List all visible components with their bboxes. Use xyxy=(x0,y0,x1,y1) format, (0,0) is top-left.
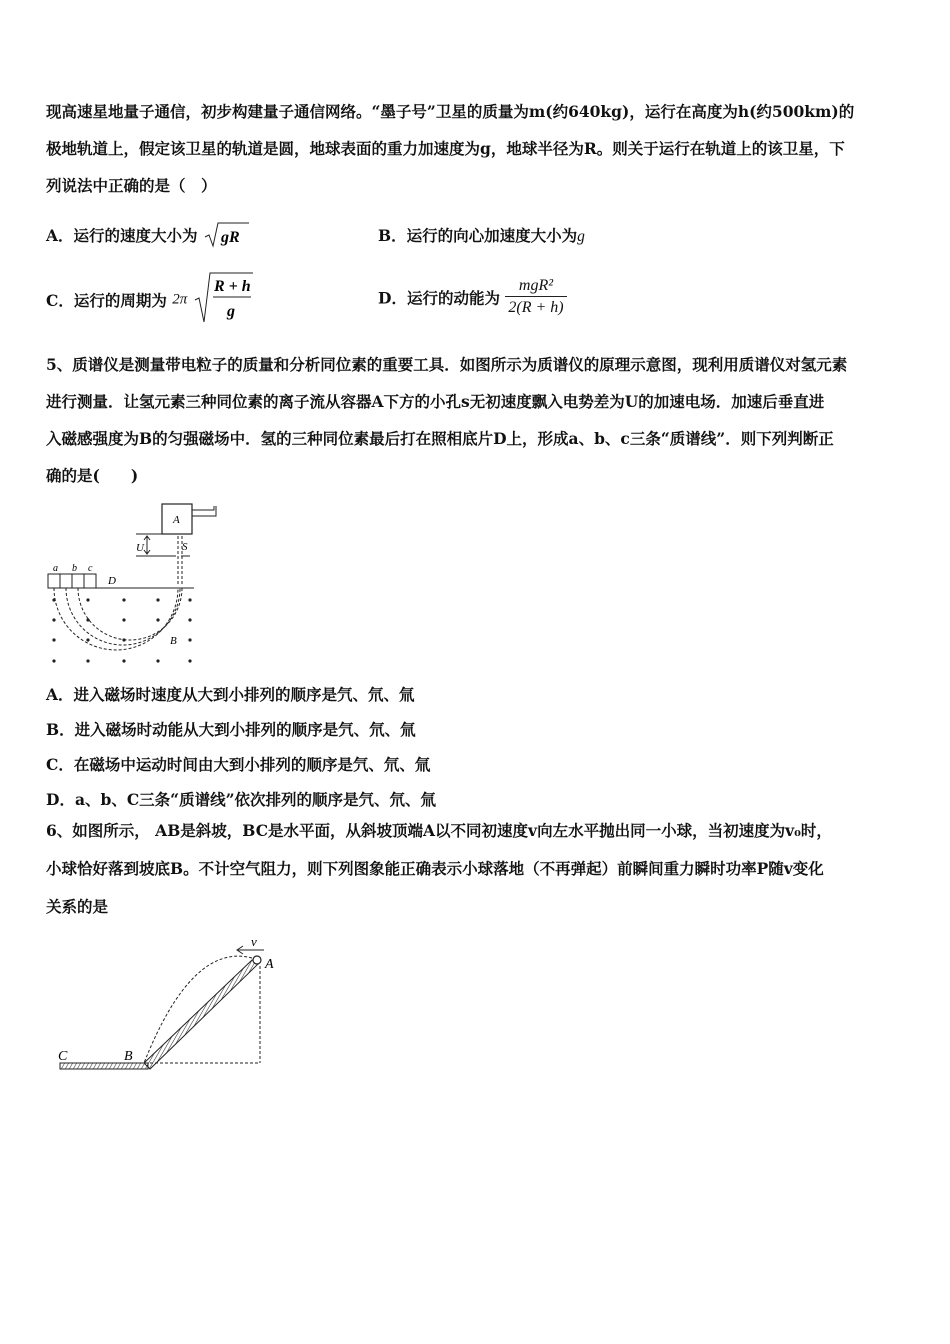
sqrt-period xyxy=(193,270,255,330)
q4-option-a-expr: gR xyxy=(220,229,240,246)
q6-stem xyxy=(46,812,908,926)
trajectory-c xyxy=(78,588,182,640)
q4-option-b-expr: g xyxy=(577,228,585,245)
trajectory-b xyxy=(66,588,180,645)
label-plate-d: D xyxy=(108,575,116,587)
q5-option-c: C．在磁场中运动时间由大到小排列的顺序是氕、氘、氚 xyxy=(46,755,431,774)
label-line-c: c xyxy=(88,563,93,574)
q6-line-1: 6、如图所示， AB是斜坡，BC是水平面，从斜坡顶端A以不同初速度v向左水平抛出同一小球，当初速度为v₀时， xyxy=(46,821,832,840)
magnetic-field-dots xyxy=(52,598,191,662)
label-point-b: B xyxy=(124,1049,133,1064)
q4-option-c-num: R + h xyxy=(213,278,251,295)
ball xyxy=(253,956,261,964)
q4-option-d-num: mgR² xyxy=(505,276,566,297)
label-voltage-u: U xyxy=(136,542,144,554)
q4-option-c-label: C．运行的周期为 xyxy=(46,291,167,310)
q5-line-2: 进行测量．让氢元素三种同位素的离子流从容器A下方的小孔s无初速度飘入电势差为U的加速电场．加速后垂直进 xyxy=(46,392,825,411)
q4-option-b xyxy=(378,224,585,246)
sqrt-gR xyxy=(203,220,251,254)
mass-spectrometer-figure xyxy=(44,496,224,672)
q5-option-a: A．进入磁场时速度从大到小排列的顺序是氕、氘、氚 xyxy=(46,685,415,704)
kinetic-energy-fraction xyxy=(505,276,566,319)
ground-bc xyxy=(60,1063,148,1069)
q4-line-1: 现高速星地量子通信，初步构建量子通信网络。“墨子号”卫星的质量为m(约640kg)，运行在高度为h(约500km)的 xyxy=(46,102,855,121)
q4-option-a-label: A．运行的速度大小为 xyxy=(46,226,198,245)
slope-ab xyxy=(144,960,258,1069)
q4-option-b-label: B．运行的向心加速度大小为 xyxy=(378,226,578,245)
q4-line-2: 极地轨道上，假定该卫星的轨道是圆，地球表面的重力加速度为g，地球半径为R。则关于运行在轨道上的该卫星，下 xyxy=(46,139,845,158)
q6-line-2: 小球恰好落到坡底B。不计空气阻力，则下列图象能正确表示小球落地（不再弹起）前瞬间重力瞬时功率P随v变化 xyxy=(46,859,824,878)
q5-options xyxy=(46,677,908,817)
slope-projectile-figure xyxy=(52,932,292,1082)
q5-option-d: D．a、b、C三条“质谱线”依次排列的顺序是氕、氘、氚 xyxy=(46,790,436,809)
q5-stem xyxy=(46,346,908,494)
q4-stem xyxy=(46,93,908,204)
q6-line-3: 关系的是 xyxy=(46,897,109,916)
q4-option-c-den: g xyxy=(226,303,235,320)
q4-option-d-label: D．运行的动能为 xyxy=(378,288,500,308)
q4-option-c-coef: 2π xyxy=(172,291,188,308)
q4-option-d xyxy=(378,276,567,319)
label-velocity-v: v xyxy=(251,934,257,949)
q4-line-3: 列说法中正确的是（ ） xyxy=(46,176,217,195)
q5-line-3: 入磁感强度为B的匀强磁场中．氢的三种同位素最后打在照相底片D上，形成a、b、c三条“质谱线”．则下列判断正 xyxy=(46,429,834,448)
label-point-a: A xyxy=(265,957,274,972)
q5-line-1: 5、质谱仪是测量带电粒子的质量和分析同位素的重要工具．如图所示为质谱仪的原理示意图，现利用质谱仪对氢元素 xyxy=(46,355,848,374)
label-field-b: B xyxy=(170,635,177,647)
q4-option-a xyxy=(46,220,251,254)
label-point-c: C xyxy=(58,1049,68,1064)
label-slit-s: S xyxy=(182,541,188,553)
q5-option-b: B．进入磁场时动能从大到小排列的顺序是氕、氘、氚 xyxy=(46,720,416,739)
q5-line-4: 确的是( ) xyxy=(46,466,139,485)
trajectory-a xyxy=(54,588,178,650)
q4-option-d-den: 2(R + h) xyxy=(508,299,564,316)
label-line-a: a xyxy=(53,563,58,574)
label-line-b: b xyxy=(72,563,77,574)
label-container-a: A xyxy=(173,514,180,526)
q4-option-c xyxy=(46,270,255,330)
